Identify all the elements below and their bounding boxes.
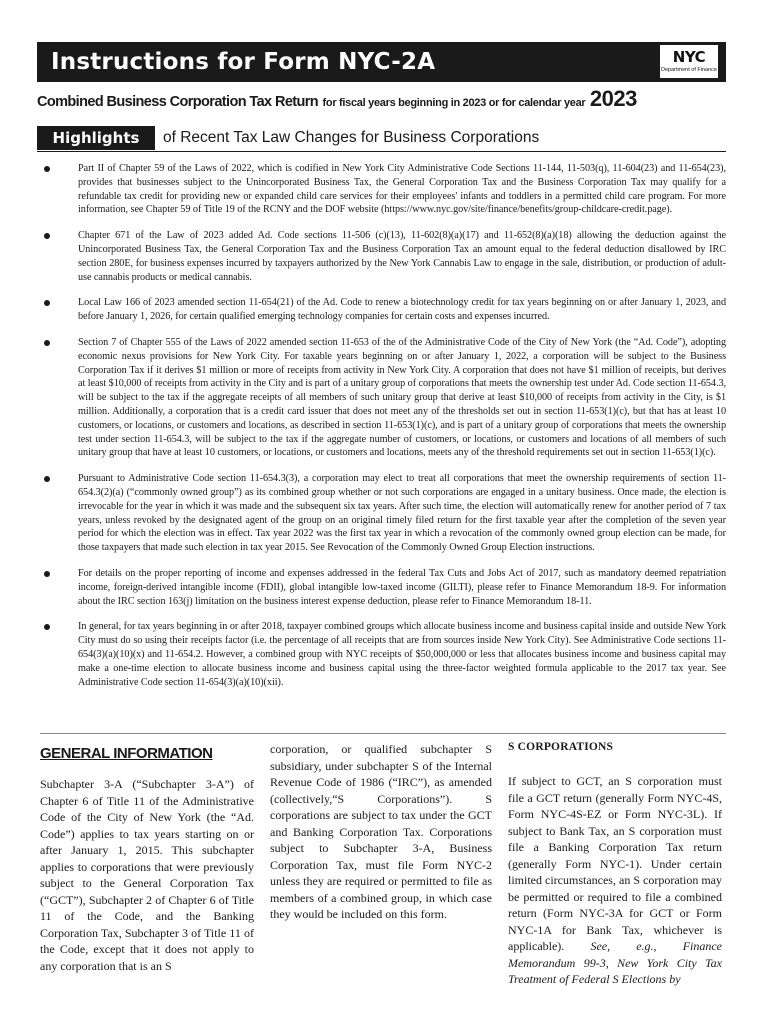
subtitle-main: Combined Business Corporation Tax Return (37, 94, 319, 110)
general-info-text-1: Subchapter 3-A (“Subchapter 3-A”) of Chapter 6 of Title 11 of the Administrative Code of the City of New York (the “Ad. Code”) applies to tax years starting on or after January 1, 2015. This subchapter applies to corporations that were previously subject to the General Corporation Tax (“GCT”), Subchapter 2 of Chapter 6 of Title 11 of the Code, and the Banking Corporation Tax, Subchapter 3 of Title 11 of the Code, except that it does not apply to any corporation that is an S (40, 777, 254, 973)
s-corporations-column (508, 741, 722, 988)
general-info-text-2: corporation, or qualified subchapter S subsidiary, under subchapter S of the Internal Revenue Code of 1986 (“IRC”), as amended (collectively,“S Corporations”). S corporations are subject to tax under the GCT and Banking Corporation Tax. Corporations subject to Subchapter 3-A, Business Corporation Tax, must file Form NYC-2 unless they are required or permitted to file as members of a combined group, in which case they would be included on this form. (270, 742, 492, 921)
bullet-icon (44, 624, 50, 630)
subtitle (37, 86, 726, 114)
list-item-text: In general, for tax years beginning in or after 2018, taxpayer combined groups which allocate business income and business capital inside and outside New York City must do so using their receipts factor (i.e. the percentage of all receipts that are from sources inside New York City). See Administrative Code sections 11-654(3)(a)(10)(x) and 11-654.2. However, a combined group with NYC receipts of $50,000,000 or less that allocates business income and business capital may make a one-time election to allocate business income and business capital using the three-factor weighted formula applicable to the 2017 tax year. See Administrative Code section 11-654(3)(a)(10)(xii). (78, 621, 726, 688)
general-info-heading: GENERAL INFORMATION (40, 745, 213, 762)
list-item-text: Chapter 671 of the Law of 2023 added Ad. Code sections 11-506 (c)(13), 11-602(8)(a)(17) and 11-652(8)(a)(18) allowing the deduction against the Unincorporated Business Tax, the General Corporation Tax and the Business Corporation Tax an amount equal to the federal deduction disallowed by IRC section 280E, for business expenses incurred by taxpayers authorized by the New York Cannabis Law to engage in the sale, distribution, or production of adult-use cannabis products or medical cannabis. (78, 230, 726, 283)
list-item-text: Local Law 166 of 2023 amended section 11-654(21) of the Ad. Code to renew a biotechnology credit for tax years beginning on or after January 1, 2023, and before January 1, 2026, for certain qualified emerging technology companies for certain costs and expenses incurred. (78, 297, 726, 323)
general-info-column-2 (270, 741, 492, 923)
bullet-icon (44, 233, 50, 239)
list-item (40, 229, 726, 284)
bullet-icon (44, 300, 50, 306)
s-corporations-heading: S CORPORATIONS (508, 741, 614, 753)
subtitle-year: 2023 (589, 86, 637, 111)
list-item (40, 620, 726, 689)
general-info-column-1 (40, 741, 254, 974)
list-item (40, 336, 726, 460)
bullet-icon (44, 571, 50, 577)
bullet-icon (44, 166, 50, 172)
list-item (40, 567, 726, 608)
s-corporations-citation: See, e.g., Finance Memorandum 99-3, New York City Tax Treatment of Federal S Elections by (508, 939, 723, 986)
list-item-text: Pursuant to Administrative Code section 11-654.3(3), a corporation may elect to treat all corporations that meet the ownership requirements of section 11-654.3(2)(a) (“commonly owned group”) as its combined group whether or not such corporations are engaged in a unitary business. Once made, the election is irrevocable for the year in which it was made and the subsequent six tax years. After such time, the election will automatically renew for another period of 7 tax years, unless revoked by the designated agent of the group on an original timely filed return for the first taxable year after the completion of the seven year period for which the election was in effect. Tax year 2022 was the first tax year in which a revocation of the commonly owned group election can be made, for those taxpayers that made such election in tax year 2015. See Revocation of the Commonly Owned Group Election instructions. (78, 473, 726, 554)
logo-subtext: Department of Finance (661, 67, 717, 73)
list-item-text: Part II of Chapter 59 of the Laws of 2022, which is codified in New York City Administrative Code Sections 11-144, 11-503(q), 11-604(23) and 11-654(23), provides that businesses subject to the Unincorporated Business Tax, the General Corporation Tax and the Business Corporation Tax may qualify for a refundable tax credit for providing new or expanded child care services for their employees' infants and toddlers in a permitted child care program. For more information, see Chapter 59 of Title 19 of the RCNY and the DOF website (https://www.nyc.gov/site/finance/benefits/group-childcare-credit.page). (78, 163, 726, 216)
section-divider (40, 733, 726, 734)
title-bar (37, 42, 726, 82)
highlights-label: Highlights (37, 126, 155, 150)
highlights-list (40, 162, 726, 701)
subtitle-rest: for fiscal years beginning in 2023 or for calendar year (322, 97, 586, 109)
highlights-header (37, 126, 726, 152)
s-corporations-text: If subject to GCT, an S corporation must file a GCT return (generally Form NYC-4S, Form NYC-4S-EZ or Form NYC-3L). If subject to Bank Tax, an S corporation must file a Banking Corporation Tax return (generally Form NYC-1). Under certain limited circumstances, an S corporation may be permitted or required to file a combined return (Form NYC-3A for GCT or Form NYC-1A for Bank Tax, whichever is applicable). (508, 774, 722, 953)
list-item (40, 162, 726, 217)
logo-text: NYC (672, 48, 706, 66)
list-item (40, 472, 726, 555)
s-corporations-paragraph (508, 773, 722, 988)
form-title: Instructions for Form NYC-2A (51, 49, 436, 75)
nyc-logo (660, 45, 718, 78)
list-item (40, 296, 726, 324)
bullet-icon (44, 476, 50, 482)
list-item-text: Section 7 of Chapter 555 of the Laws of 2022 amended section 11-653 of the of the Administrative Code of the City of New York (the “Ad. Code”), adopting economic nexus provisions for New York City. For taxable years beginning on or after January 1, 2022, a corporation will be subject to the Business Corporation Tax if it derives $1 million or more of receipts from activity in New York City. A corporation that does not have $1 million of receipts, but derives at least $10,000 of receipts from activity in the City and is part of a unitary group of corporations that meets the ownership test under Ad. Code section 11-654.3, will be subject to the tax if the aggregate receipts of all members of such unitary group that derive at least $10,000 of receipts from activity in the City, is $1 million. Additionally, a corporation that is a credit card issuer that does not meet any of the thresholds set out in section 11-653(1)(c), but that has at least 10 customers, or locations, or customers and locations, as described in section 11-653(1)(c), and is part of a unitary group of corporations that meets the ownership test under section 11-654.3, will be subject to the tax if the aggregate number of customers, or locations, or customers and locations of all members of such unitary group that have at least 10 customers, or locations, or customers and locations, meets any of the threshold requirements set out in section 11-653(1)(c). (78, 336, 726, 459)
list-item-text: For details on the proper reporting of income and expenses addressed in the federal Tax Cuts and Jobs Act of 2017, such as mandatory deemed repatriation income, foreign-derived intangible income (FDII), global intangible low-taxed income (GILTI), please refer to Finance Memorandum 18-9. For information about the IRC section 163(j) limitation on the business interest expense deduction, please refer to Finance Memorandum 18-11. (78, 567, 726, 607)
highlights-heading: of Recent Tax Law Changes for Business Corporations (163, 129, 540, 146)
bullet-icon (44, 340, 50, 346)
